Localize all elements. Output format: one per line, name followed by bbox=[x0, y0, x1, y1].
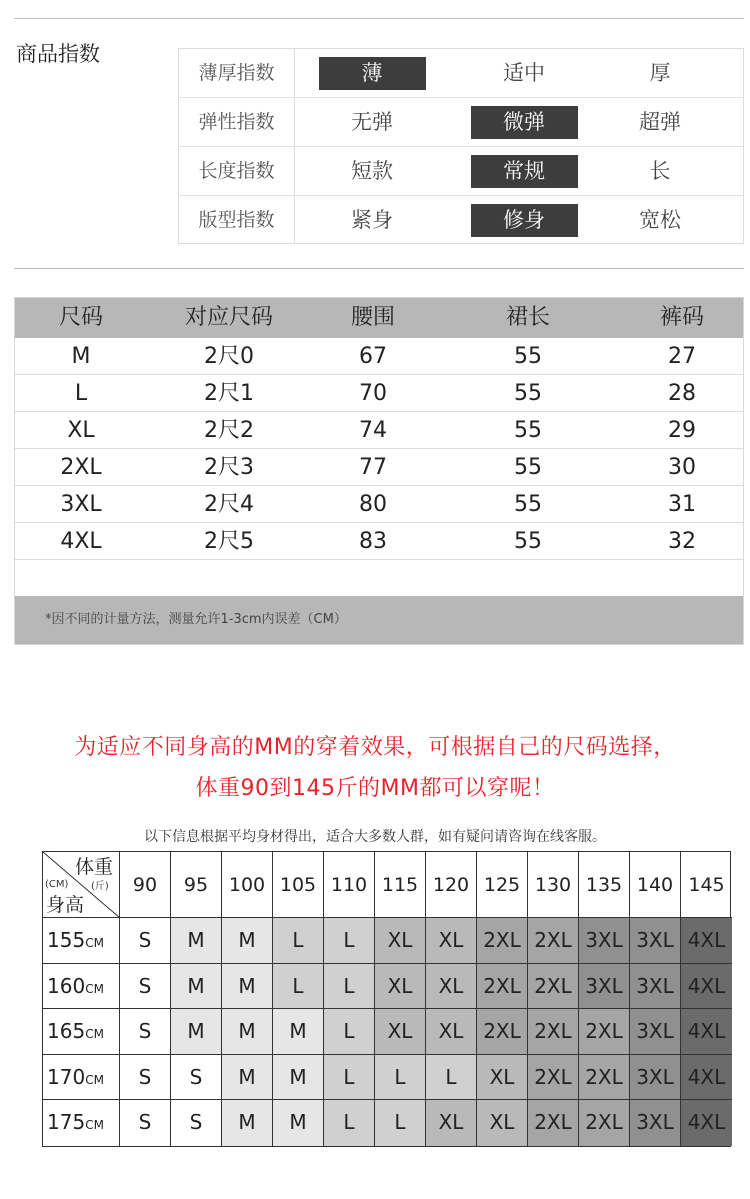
size-cell: 29 bbox=[668, 418, 696, 443]
size-table-row bbox=[15, 449, 743, 486]
size-recommendation-cell: 2XL bbox=[528, 918, 579, 964]
size-recommendation-cell: 3XL bbox=[630, 1100, 681, 1146]
section-divider bbox=[14, 268, 744, 269]
weight-header-cell: 135 bbox=[579, 852, 630, 918]
size-recommendation-cell: M bbox=[222, 1009, 273, 1055]
weight-header-cell: 110 bbox=[324, 852, 375, 918]
size-recommendation-cell: XL bbox=[426, 1100, 477, 1146]
index-option-selected bbox=[449, 147, 599, 195]
size-cell: 2尺1 bbox=[204, 381, 254, 406]
index-option-label: 厚 bbox=[649, 61, 671, 85]
size-header-cell: 对应尺码 bbox=[184, 305, 273, 330]
size-recommendation-cell: 2XL bbox=[477, 1009, 528, 1055]
size-recommendation-cell: 3XL bbox=[630, 1009, 681, 1055]
index-option-label: 无弹 bbox=[351, 110, 393, 134]
size-cell: XL bbox=[67, 418, 95, 443]
weight-header-cell: 125 bbox=[477, 852, 528, 918]
size-cell: 31 bbox=[668, 492, 696, 517]
height-row-header bbox=[43, 918, 120, 964]
size-recommendation-cell: 3XL bbox=[630, 964, 681, 1010]
size-recommendation-cell: L bbox=[273, 918, 324, 964]
size-recommendation-cell: 3XL bbox=[579, 964, 630, 1010]
height-unit: CM bbox=[85, 1072, 104, 1087]
size-cell: 80 bbox=[359, 492, 387, 517]
index-row bbox=[179, 49, 743, 98]
size-cell: 55 bbox=[514, 455, 542, 480]
size-recommendation-cell: 2XL bbox=[579, 1009, 630, 1055]
size-cell: M bbox=[71, 344, 91, 369]
size-recommendation-cell: 4XL bbox=[681, 1055, 732, 1101]
size-recommendation-cell: 2XL bbox=[579, 1055, 630, 1101]
index-option bbox=[585, 98, 735, 146]
size-recommendation-cell: 4XL bbox=[681, 1009, 732, 1055]
size-cell: 55 bbox=[514, 492, 542, 517]
size-recommendation-cell: L bbox=[324, 918, 375, 964]
size-recommendation-cell: XL bbox=[477, 1100, 528, 1146]
size-recommendation-cell: 4XL bbox=[681, 964, 732, 1010]
height-row-header bbox=[43, 964, 120, 1010]
index-row-label: 长度指数 bbox=[179, 147, 295, 195]
size-recommendation-cell: L bbox=[324, 964, 375, 1010]
size-cell: 55 bbox=[514, 344, 542, 369]
grid-corner bbox=[43, 852, 120, 918]
size-recommendation-cell: 2XL bbox=[579, 1100, 630, 1146]
weight-header-cell: 105 bbox=[273, 852, 324, 918]
size-recommendation-cell: L bbox=[375, 1055, 426, 1101]
corner-height-unit: (CM) bbox=[45, 879, 69, 890]
size-cell: 55 bbox=[514, 418, 542, 443]
size-cell: 55 bbox=[514, 381, 542, 406]
index-option-label: 微弹 bbox=[471, 106, 578, 139]
size-recommendation-cell: S bbox=[171, 1055, 222, 1101]
size-recommendation-cell: S bbox=[120, 964, 171, 1010]
index-option-label: 宽松 bbox=[639, 208, 681, 232]
weight-header-cell: 100 bbox=[222, 852, 273, 918]
size-cell: 74 bbox=[359, 418, 387, 443]
index-option bbox=[585, 147, 735, 195]
index-option-label: 适中 bbox=[503, 61, 545, 85]
size-recommendation-cell: M bbox=[171, 964, 222, 1010]
size-cell: L bbox=[74, 381, 88, 406]
size-header-cell: 腰围 bbox=[350, 305, 395, 330]
size-recommendation-cell: L bbox=[375, 1100, 426, 1146]
size-recommendation-cell: 4XL bbox=[681, 1100, 732, 1146]
size-recommendation-cell: M bbox=[222, 964, 273, 1010]
weight-header-cell: 145 bbox=[681, 852, 732, 918]
index-row-label: 弹性指数 bbox=[179, 98, 295, 146]
size-cell: 2尺0 bbox=[204, 344, 254, 369]
size-header-cell: 尺码 bbox=[58, 305, 103, 330]
index-option bbox=[585, 196, 735, 244]
index-option bbox=[297, 147, 447, 195]
index-option-label: 长 bbox=[649, 159, 671, 183]
size-table-row bbox=[15, 523, 743, 560]
size-recommendation-cell: S bbox=[120, 1100, 171, 1146]
promo-line-1: 为适应不同身高的MM的穿着效果，可根据自己的尺码选择， bbox=[74, 735, 676, 760]
height-row-header bbox=[43, 1100, 120, 1146]
weight-header-cell: 140 bbox=[630, 852, 681, 918]
height-unit: CM bbox=[85, 936, 104, 950]
index-option-label: 超弹 bbox=[639, 110, 681, 134]
size-cell: 55 bbox=[514, 529, 542, 554]
index-option-selected bbox=[449, 98, 599, 146]
size-recommendation-cell: 2XL bbox=[528, 964, 579, 1010]
size-recommendation-cell: S bbox=[120, 1009, 171, 1055]
size-cell: 83 bbox=[359, 529, 387, 554]
index-option-label: 修身 bbox=[471, 204, 578, 237]
size-recommendation-cell: L bbox=[324, 1009, 375, 1055]
size-cell: 70 bbox=[359, 381, 387, 406]
height-value: 155 bbox=[47, 928, 86, 952]
size-recommendation-cell: XL bbox=[375, 918, 426, 964]
size-recommendation-cell: M bbox=[273, 1055, 324, 1101]
size-cell: 4XL bbox=[60, 529, 102, 554]
info-line: 以下信息根据平均身材得出，适合大多数人群，如有疑问请咨询在线客服。 bbox=[144, 829, 606, 845]
height-value: 170 bbox=[47, 1064, 86, 1089]
size-recommendation-cell: 2XL bbox=[528, 1009, 579, 1055]
size-recommendation-cell: 2XL bbox=[528, 1100, 579, 1146]
index-option-label: 薄 bbox=[319, 57, 426, 90]
index-option bbox=[297, 98, 447, 146]
weight-header-cell: 120 bbox=[426, 852, 477, 918]
size-recommendation-cell: S bbox=[171, 1100, 222, 1146]
index-table bbox=[178, 48, 744, 244]
size-recommendation-cell: XL bbox=[375, 1009, 426, 1055]
size-recommendation-cell: M bbox=[222, 1100, 273, 1146]
size-table bbox=[14, 297, 744, 645]
size-table-row bbox=[15, 375, 743, 412]
size-recommendation-cell: M bbox=[171, 1009, 222, 1055]
height-unit: CM bbox=[85, 1118, 104, 1133]
index-title: 商品指数 bbox=[16, 42, 100, 66]
size-recommendation-cell: 2XL bbox=[477, 964, 528, 1010]
size-cell: 2尺3 bbox=[204, 455, 254, 480]
size-cell: 2尺2 bbox=[204, 418, 254, 443]
height-row-header bbox=[43, 1055, 120, 1101]
index-row-label: 薄厚指数 bbox=[179, 49, 295, 97]
size-recommendation-cell: 2XL bbox=[477, 918, 528, 964]
size-cell: 27 bbox=[668, 344, 696, 369]
height-value: 160 bbox=[47, 973, 86, 998]
size-cell: 2尺5 bbox=[204, 529, 254, 554]
size-recommendation-cell: 3XL bbox=[630, 1055, 681, 1101]
size-cell: 30 bbox=[668, 455, 696, 480]
size-header-cell: 裙长 bbox=[505, 305, 550, 330]
size-cell: 3XL bbox=[60, 492, 102, 517]
top-divider bbox=[14, 18, 744, 19]
size-recommendation-cell: M bbox=[222, 918, 273, 964]
size-recommendation-cell: XL bbox=[426, 1009, 477, 1055]
weight-header-cell: 115 bbox=[375, 852, 426, 918]
index-option-selected bbox=[449, 196, 599, 244]
height-unit: CM bbox=[85, 1027, 104, 1042]
size-recommendation-cell: M bbox=[171, 918, 222, 964]
size-recommendation-cell: S bbox=[120, 918, 171, 964]
index-option-label: 常规 bbox=[471, 155, 578, 188]
corner-height-label: 身高 bbox=[46, 894, 85, 916]
height-row-header bbox=[43, 1009, 120, 1055]
index-row bbox=[179, 98, 743, 147]
size-cell: 2尺4 bbox=[204, 492, 254, 517]
size-recommendation-cell: L bbox=[426, 1055, 477, 1101]
size-recommendation-cell: M bbox=[273, 1100, 324, 1146]
size-table-row bbox=[15, 338, 743, 375]
size-cell: 67 bbox=[359, 344, 387, 369]
size-note-bar bbox=[15, 596, 743, 644]
size-table-row bbox=[15, 486, 743, 523]
size-recommendation-cell: 2XL bbox=[528, 1055, 579, 1101]
size-cell: 77 bbox=[359, 455, 387, 480]
corner-weight-label: 体重 bbox=[74, 856, 113, 878]
index-option bbox=[585, 49, 735, 97]
index-row bbox=[179, 196, 743, 245]
index-option bbox=[449, 49, 599, 97]
size-recommendation-cell: S bbox=[120, 1055, 171, 1101]
weight-header-cell: 90 bbox=[120, 852, 171, 918]
index-option bbox=[297, 196, 447, 244]
size-note: *因不同的计量方法，测量允许1-3cm内误差（CM） bbox=[45, 612, 347, 627]
size-cell: 32 bbox=[668, 529, 696, 554]
index-option-selected bbox=[297, 49, 447, 97]
size-recommendation-cell: XL bbox=[477, 1055, 528, 1101]
size-header-cell: 裤码 bbox=[659, 305, 704, 330]
index-row bbox=[179, 147, 743, 196]
index-option-label: 短款 bbox=[351, 159, 393, 183]
size-recommendation-cell: M bbox=[222, 1055, 273, 1101]
height-weight-grid bbox=[42, 851, 731, 1147]
size-recommendation-cell: 3XL bbox=[630, 918, 681, 964]
size-recommendation-cell: 3XL bbox=[579, 918, 630, 964]
size-recommendation-cell: XL bbox=[426, 918, 477, 964]
size-recommendation-cell: M bbox=[273, 1009, 324, 1055]
size-recommendation-cell: L bbox=[273, 964, 324, 1010]
index-option-label: 紧身 bbox=[351, 208, 393, 232]
size-recommendation-cell: 4XL bbox=[681, 918, 732, 964]
size-table-row bbox=[15, 412, 743, 449]
height-value: 165 bbox=[47, 1019, 86, 1044]
height-unit: CM bbox=[85, 981, 104, 996]
size-recommendation-cell: XL bbox=[426, 964, 477, 1010]
size-cell: 28 bbox=[668, 381, 696, 406]
size-recommendation-cell: XL bbox=[375, 964, 426, 1010]
size-recommendation-cell: L bbox=[324, 1100, 375, 1146]
index-row-label: 版型指数 bbox=[179, 196, 295, 244]
promo-line-2: 体重90到145斤的MM都可以穿呢！ bbox=[195, 776, 555, 801]
size-table-header bbox=[15, 298, 743, 338]
weight-header-cell: 95 bbox=[171, 852, 222, 918]
size-recommendation-cell: L bbox=[324, 1055, 375, 1101]
corner-weight-unit: (斤) bbox=[91, 881, 109, 892]
weight-header-cell: 130 bbox=[528, 852, 579, 918]
height-value: 175 bbox=[47, 1110, 86, 1135]
size-cell: 2XL bbox=[60, 455, 102, 480]
